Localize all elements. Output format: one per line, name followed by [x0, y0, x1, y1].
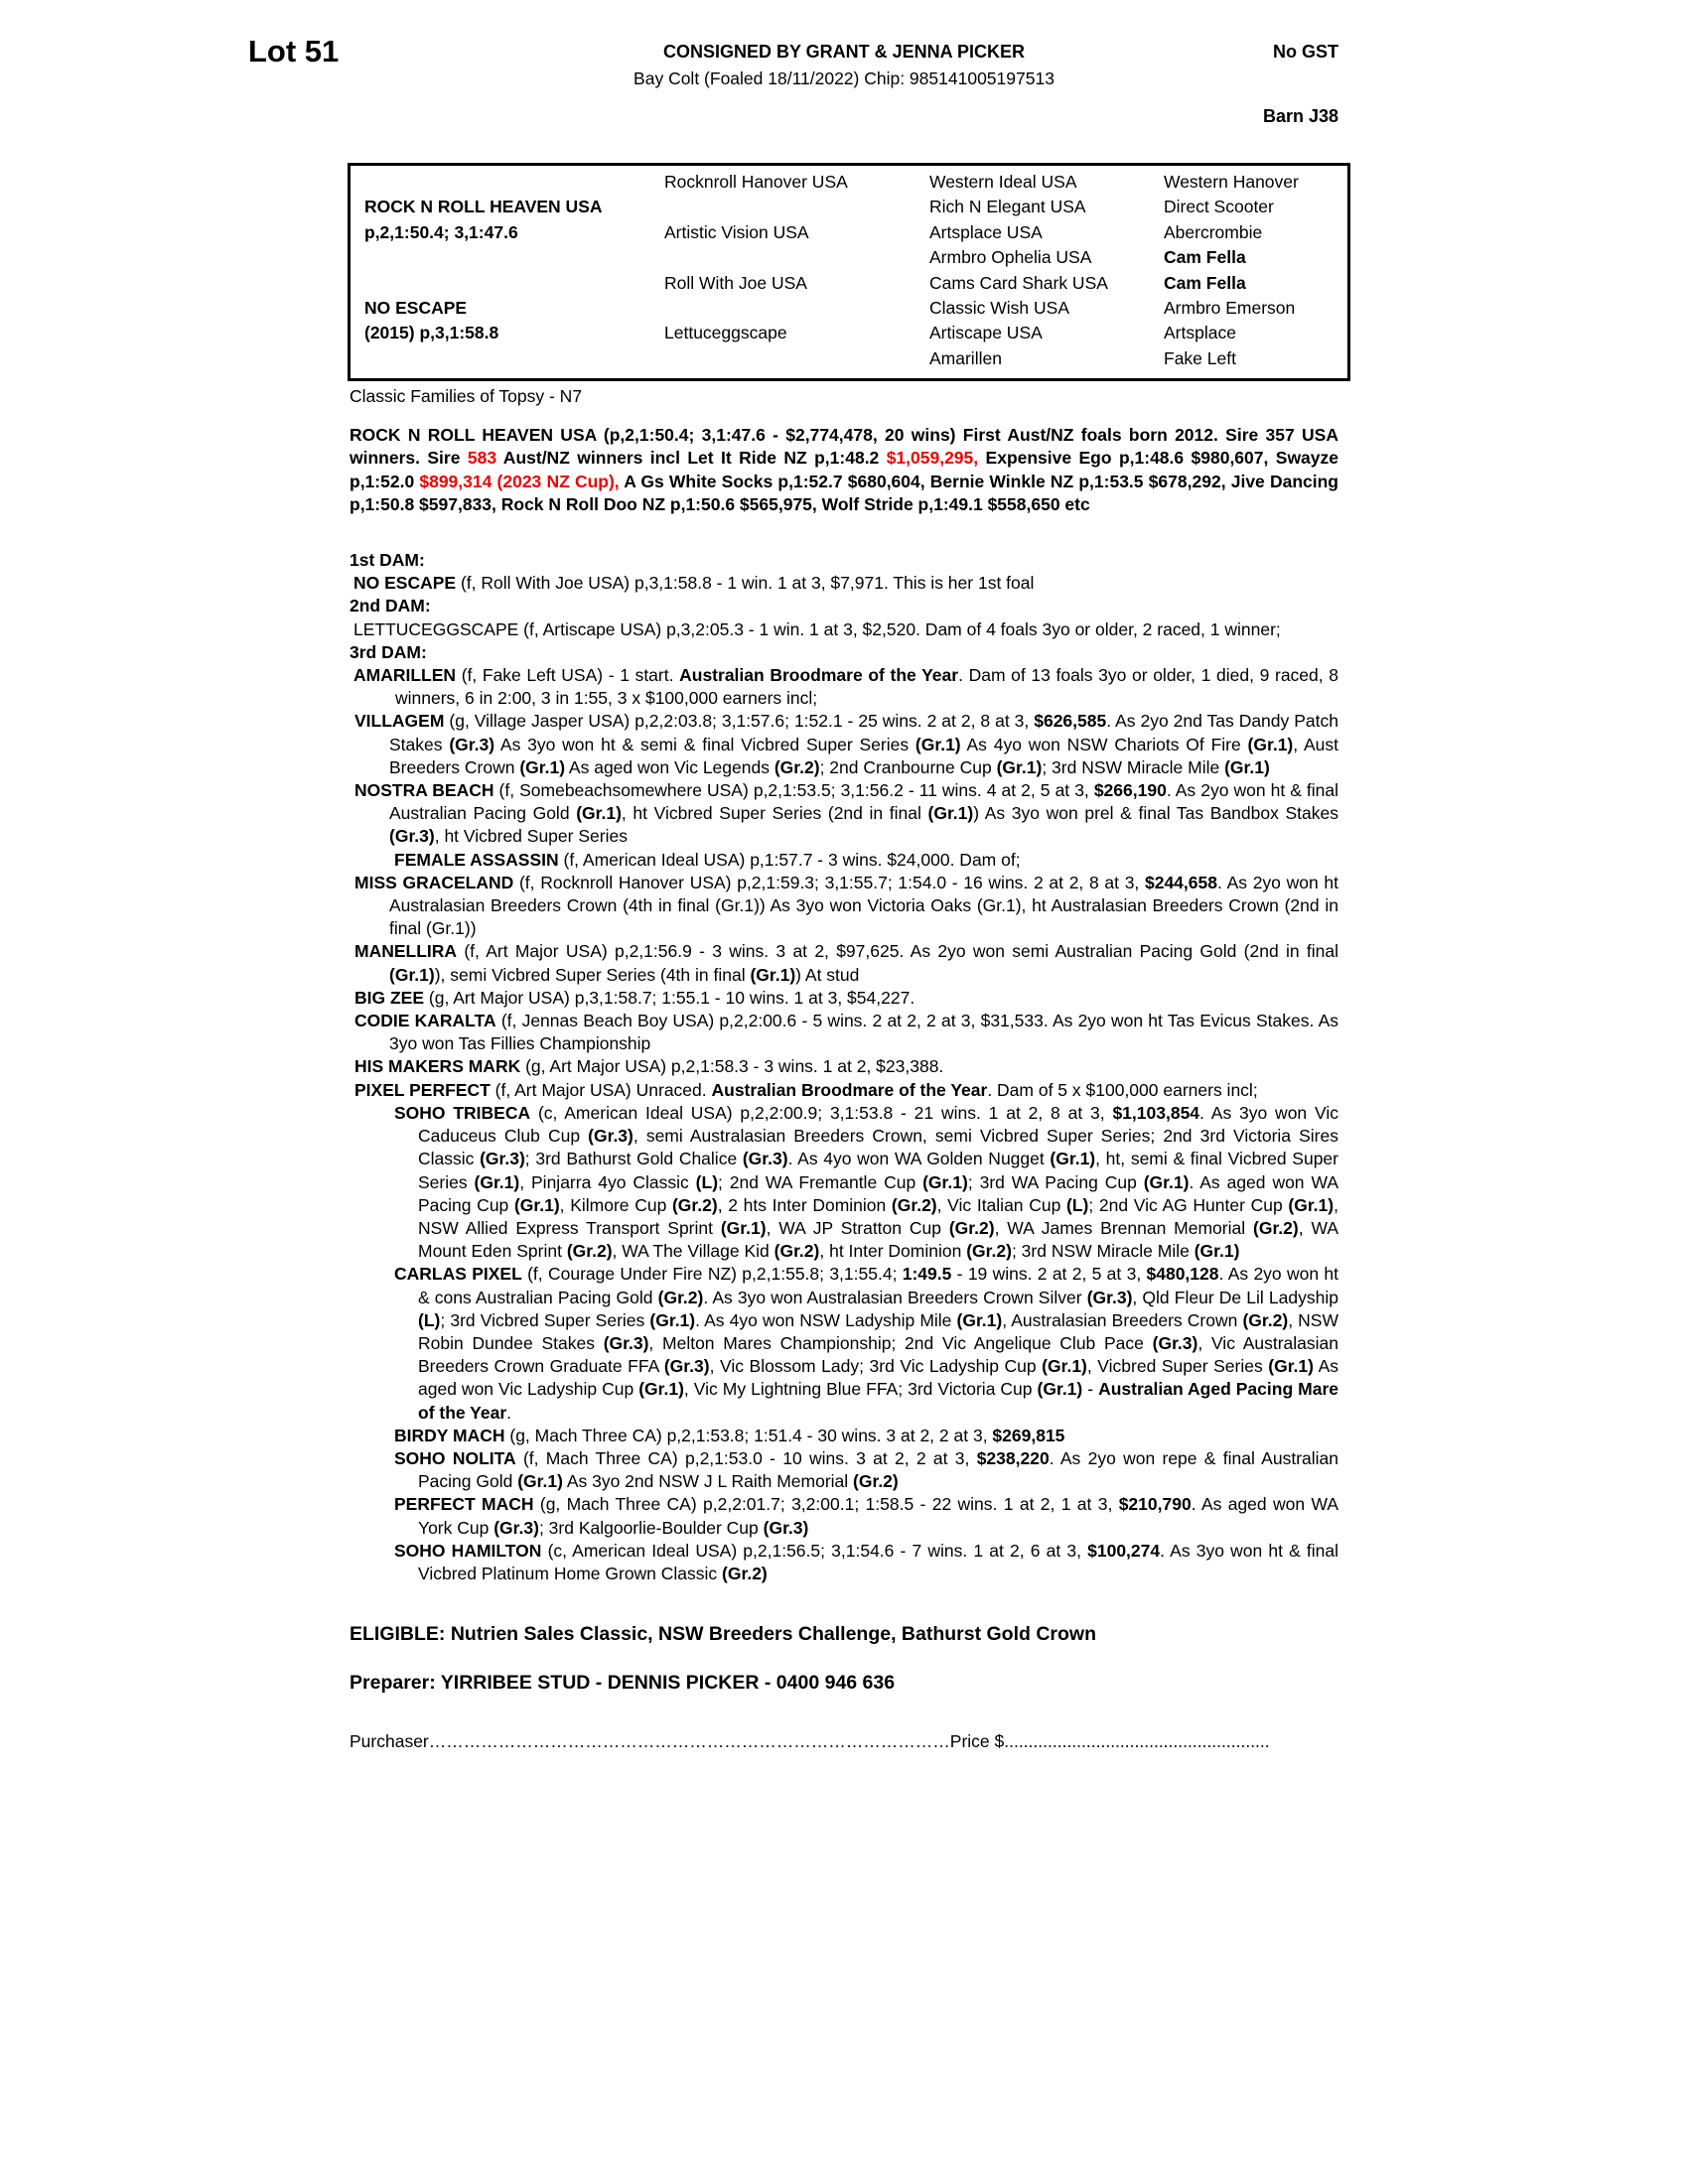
- price-dots: .......................................................: [1004, 1731, 1270, 1752]
- dam-entry: LETTUCEGGSCAPE (f, Artiscape USA) p,3,2:05.3 - 1 win. 1 at 3, $2,520. Dam of 4 foals 3yo or older, 2 raced, 1 winner;: [353, 618, 1281, 639]
- barn-number: Barn J38: [1262, 106, 1338, 126]
- ancestor-cell: Direct Scooter: [1164, 197, 1274, 217]
- progeny-entry: PIXEL PERFECT (f, Art Major USA) Unraced. Australian Broodmare of the Year. Dam of 5 x $100,000 earners incl;: [354, 1079, 1258, 1100]
- ancestor-cell: Armbro Emerson: [1164, 297, 1296, 318]
- preparer-line: Preparer: YIRRIBEE STUD - DENNIS PICKER - 0400 946 636: [350, 1672, 896, 1695]
- ancestor-cell: Armbro Ophelia USA: [929, 247, 1092, 268]
- ancestor-cell: Western Hanover: [1164, 172, 1299, 192]
- progeny-entry: SOHO HAMILTON (c, American Ideal USA) p,2,1:56.5; 3,1:54.6 - 7 wins. 1 at 2, 6 at 3, $100,274. As 3yo won ht & final Vicbred Platinum Home Grown Classic (Gr.2): [394, 1540, 1339, 1583]
- progeny-entry: BIG ZEE (g, Art Major USA) p,3,1:58.7; 1:55.1 - 10 wins. 1 at 3, $54,227.: [354, 987, 915, 1008]
- pedigree-row: [351, 298, 1347, 323]
- catalog-body: [350, 385, 1338, 1753]
- family-line: Classic Families of Topsy - N7: [350, 386, 583, 406]
- dam-entry: AMARILLEN (f, Fake Left USA) - 1 start. Australian Broodmare of the Year. Dam of 13 foals 3yo or older, 1 died, 9 raced, 8 winners, 6 in 2:00, 3 in 1:55, 3 x $100,000 earners incl;: [353, 665, 1339, 709]
- pedigree-row: [351, 172, 1347, 197]
- price-label: Price $: [949, 1731, 1005, 1752]
- ancestor-cell: Western Ideal USA: [929, 172, 1077, 192]
- progeny-entry: NOSTRA BEACH (f, Somebeachsomewhere USA) p,2,1:53.5; 3,1:56.2 - 11 wins. 4 at 2, 5 at 3, $266,190. As 2yo won ht & final Australian Pacing Gold (Gr.1), ht Vicbred Super Series (2nd in final (Gr.1)) As 3yo won prel & final Tas Bandbox Stakes (Gr.3), ht Vicbred Super Series: [354, 780, 1339, 847]
- pedigree-table: [348, 163, 1350, 381]
- ancestor-cell: Cam Fella: [1164, 272, 1246, 293]
- ancestor-cell: Abercrombie: [1164, 221, 1263, 242]
- ancestor-cell: Cams Card Shark USA: [929, 272, 1108, 293]
- ancestor-cell: Classic Wish USA: [929, 297, 1069, 318]
- pedigree-row: [351, 222, 1347, 247]
- dam-entry: NO ESCAPE (f, Roll With Joe USA) p,3,1:58.8 - 1 win. 1 at 3, $7,971. This is her 1st foal: [353, 573, 1035, 594]
- progeny-entry: HIS MAKERS MARK (g, Art Major USA) p,2,1:58.3 - 3 wins. 1 at 2, $23,388.: [354, 1056, 944, 1077]
- ancestor-cell: Lettuceggscape: [664, 323, 787, 343]
- progeny-entry: MISS GRACELAND (f, Rocknroll Hanover USA) p,2,1:59.3; 3,1:55.7; 1:54.0 - 16 wins. 2 at 2, 8 at 3, $244,658. As 2yo won ht Australasian Breeders Crown (4th in final (Gr.1)) As 3yo won Victoria Oaks (Gr.1), ht Australasian Breeders Crown (2nd in final (Gr.1)): [354, 872, 1338, 939]
- dam-record-cell: (2015) p,3,1:58.8: [364, 323, 499, 343]
- pedigree-row: [351, 247, 1347, 272]
- progeny-entry: PERFECT MACH (g, Mach Three CA) p,2,2:01.7; 3,2:00.1; 1:58.5 - 22 wins. 1 at 2, 1 at 3, $210,790. As aged won WA York Cup (Gr.3); 3rd Kalgoorlie-Boulder Cup (Gr.3): [394, 1494, 1338, 1538]
- purchaser-dots: ………………………………………………………………………………: [428, 1731, 950, 1752]
- foal-description: Bay Colt (Foaled 18/11/2022) Chip: 985141005197513: [633, 68, 1055, 88]
- progeny-entry: BIRDY MACH (g, Mach Three CA) p,2,1:53.8; 1:51.4 - 30 wins. 3 at 2, 2 at 3, $269,815: [394, 1425, 1065, 1445]
- pedigree-row: [351, 197, 1347, 221]
- ancestor-cell: Fake Left: [1164, 347, 1236, 368]
- pedigree-row: [351, 323, 1347, 347]
- ancestor-cell: Rich N Elegant USA: [929, 197, 1086, 217]
- lot-number: Lot 51: [248, 34, 340, 68]
- ancestor-cell: Roll With Joe USA: [664, 272, 807, 293]
- eligible-line: ELIGIBLE: Nutrien Sales Classic, NSW Breeders Challenge, Bathurst Gold Crown: [350, 1623, 1096, 1646]
- progeny-entry: MANELLIRA (f, Art Major USA) p,2,1:56.9 - 3 wins. 3 at 2, $97,625. As 2yo won semi Australian Pacing Gold (2nd in final (Gr.1)), semi Vicbred Super Series (4th in final (Gr.1)) At stud: [354, 941, 1338, 985]
- progeny-entry: SOHO TRIBECA (c, American Ideal USA) p,2,2:00.9; 3,1:53.8 - 21 wins. 1 at 2, 8 at 3, $1,103,854. As 3yo won Vic Caduceus Club Cup (Gr.3), semi Australasian Breeders Crown, semi Vicbred Super Series; 2nd 3rd Victoria Sires Classic (Gr.3); 3rd Bathurst Gold Chalice (Gr.3). As 4yo won WA Golden Nugget (Gr.1), ht, semi & final Vicbred Super Series (Gr.1), Pinjarra 4yo Classic (L); 2nd WA Fremantle Cup (Gr.1); 3rd WA Pacing Cup (Gr.1). As aged won WA Pacing Cup (Gr.1), Kilmore Cup (Gr.2), 2 hts Inter Dominion (Gr.2), Vic Italian Cup (L); 2nd Vic AG Hunter Cup (Gr.1), NSW Allied Express Transport Sprint (Gr.1), WA JP Stratton Cup (Gr.2), WA James Brennan Memorial (Gr.2), WA Mount Eden Sprint (Gr.2), WA The Village Kid (Gr.2), ht Inter Dominion (Gr.2); 3rd NSW Miracle Mile (Gr.1): [394, 1102, 1338, 1262]
- sire-record-cell: p,2,1:50.4; 3,1:47.6: [364, 221, 518, 242]
- gst-note: No GST: [1273, 42, 1338, 62]
- ancestor-cell: Amarillen: [929, 347, 1002, 368]
- purchaser-line: [350, 1730, 1338, 1753]
- ancestor-cell: Artsplace USA: [929, 221, 1043, 242]
- sire-name-cell: ROCK N ROLL HEAVEN USA: [364, 197, 603, 217]
- ancestor-cell: Artiscape USA: [929, 323, 1043, 343]
- ancestor-cell: Rocknroll Hanover USA: [664, 172, 848, 192]
- progeny-entry: SOHO NOLITA (f, Mach Three CA) p,2,1:53.0 - 10 wins. 3 at 2, 2 at 3, $238,220. As 2yo won repe & final Australian Pacing Gold (Gr.1) As 3yo 2nd NSW J L Raith Memorial (Gr.2): [394, 1447, 1339, 1492]
- dam-name-cell: NO ESCAPE: [364, 297, 468, 318]
- ancestor-cell: Artsplace: [1164, 323, 1236, 343]
- ancestor-cell: Artistic Vision USA: [664, 221, 809, 242]
- pedigree-row: [351, 273, 1347, 298]
- purchaser-label: Purchaser: [350, 1731, 429, 1752]
- progeny-entry: CODIE KARALTA (f, Jennas Beach Boy USA) p,2,2:00.6 - 5 wins. 2 at 2, 2 at 3, $31,533. As 2yo won ht Tas Evicus Stakes. As 3yo won Tas Fillies Championship: [354, 1011, 1338, 1054]
- progeny-entry: CARLAS PIXEL (f, Courage Under Fire NZ) p,2,1:55.8; 3,1:55.4; 1:49.5 - 19 wins. 2 at 2, 5 at 3, $480,128. As 2yo won ht & cons Australian Pacing Gold (Gr.2). As 3yo won Australasian Breeders Crown Silver (Gr.3), Qld Fleur De Lil Ladyship (L); 3rd Vicbred Super Series (Gr.1). As 4yo won NSW Ladyship Mile (Gr.1), Australasian Breeders Crown (Gr.2), NSW Robin Dundee Stakes (Gr.3), Melton Mares Championship; 2nd Vic Angelique Club Pace (Gr.3), Vic Australasian Breeders Crown Graduate FFA (Gr.3), Vic Blossom Lady; 3rd Vic Ladyship Cup (Gr.1), Vicbred Super Series (Gr.1) As aged won Vic Ladyship Cup (Gr.1), Vic My Lightning Blue FFA; 3rd Victoria Cup (Gr.1) - Australian Aged Pacing Mare of the Year.: [394, 1264, 1338, 1423]
- pedigree-row: [351, 348, 1347, 373]
- dam-section-label: 2nd DAM:: [350, 596, 431, 616]
- progeny-entry: VILLAGEM (g, Village Jasper USA) p,2,2:03.8; 3,1:57.6; 1:52.1 - 25 wins. 2 at 2, 8 at 3, $626,585. As 2yo 2nd Tas Dandy Patch Stakes (Gr.3) As 3yo won ht & semi & final Vicbred Super Series (Gr.1) As 4yo won NSW Chariots Of Fire (Gr.1), Aust Breeders Crown (Gr.1) As aged won Vic Legends (Gr.2); 2nd Cranbourne Cup (Gr.1); 3rd NSW Miracle Mile (Gr.1): [354, 711, 1338, 777]
- ancestor-cell: Cam Fella: [1164, 247, 1246, 268]
- progeny-entry: FEMALE ASSASSIN (f, American Ideal USA) p,1:57.7 - 3 wins. $24,000. Dam of;: [394, 849, 1021, 870]
- dam-section-label: 3rd DAM:: [350, 641, 427, 662]
- sire-paragraph: ROCK N ROLL HEAVEN USA (p,2,1:50.4; 3,1:47.6 - $2,774,478, 20 wins) First Aust/NZ foals born 2012. Sire 357 USA winners. Sire 583 Aust/NZ winners incl Let It Ride NZ p,1:48.2 $1,059,295, Expensive Ego p,1:48.6 $980,607, Swayze p,1:52.0 $899,314 (2023 NZ Cup), A Gs White Socks p,1:52.7 $680,604, Bernie Winkle NZ p,1:53.5 $678,292, Jive Dancing p,1:50.8 $597,833, Rock N Roll Doo NZ p,1:50.6 $565,975, Wolf Stride p,1:49.1 $558,650 etc: [350, 425, 1338, 514]
- dam-section-label: 1st DAM:: [350, 550, 425, 571]
- consignor-line: CONSIGNED BY GRANT & JENNA PICKER: [662, 42, 1026, 62]
